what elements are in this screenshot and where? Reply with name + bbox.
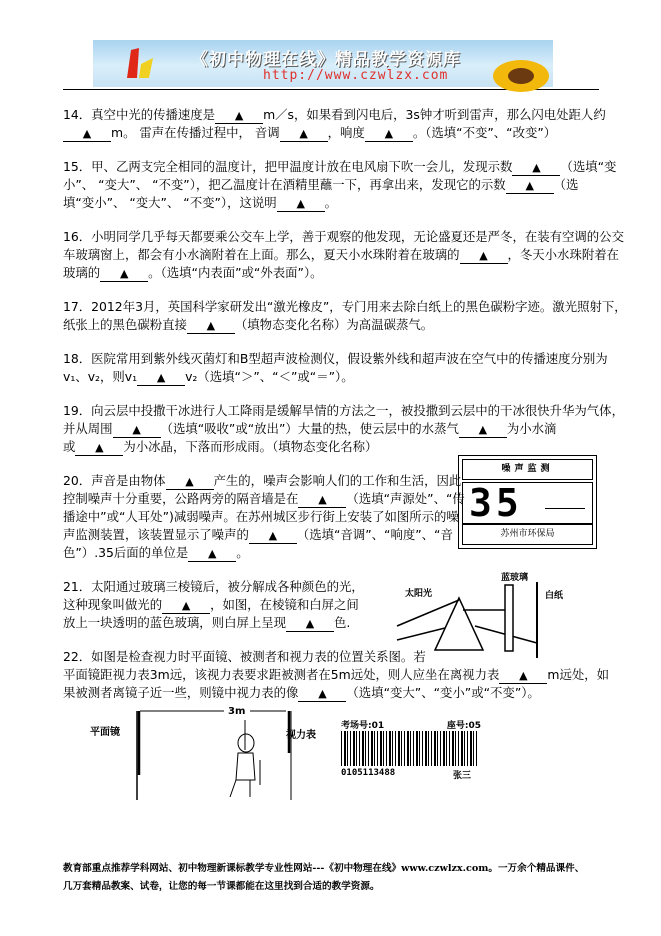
question-line bbox=[63, 402, 624, 420]
question-17 bbox=[63, 298, 627, 334]
question-text: 16．小明同学几乎每天都要乘公交车上学，善于观察的他发现，无论盛夏还是严冬，在装有空调的公交 bbox=[63, 229, 624, 244]
question-text: 车玻璃窗上，都会有小水滴附着在上面。那么，夏天小水珠附着在玻璃的 bbox=[63, 247, 460, 262]
chart-label: 视力表 bbox=[286, 730, 316, 741]
question-line bbox=[63, 158, 617, 176]
question-text: m远处，如 bbox=[547, 667, 610, 682]
question-text: （填物态变化名称）为高温碳蒸气。 bbox=[234, 317, 434, 332]
answer-blank[interactable]: ▲ bbox=[499, 669, 547, 684]
question-text: 色. bbox=[334, 615, 351, 630]
mirror-label: 平面镜 bbox=[90, 727, 120, 738]
banner-url[interactable]: http://www.czwlzx.com bbox=[263, 68, 449, 83]
question-text: 或 bbox=[63, 439, 76, 454]
question-text: 。 bbox=[236, 545, 249, 560]
question-16 bbox=[63, 228, 624, 282]
answer-blank[interactable]: ▲ bbox=[63, 127, 111, 142]
question-text: 为小水滴 bbox=[506, 421, 557, 436]
answer-blank[interactable]: ▲ bbox=[166, 475, 214, 490]
answer-blank[interactable]: ▲ bbox=[459, 423, 507, 438]
footer-line: 几万套精品教案、试卷，让您的每一节课都能在这里找到合适的教学资源。 bbox=[63, 881, 380, 892]
question-text: 21．太阳通过玻璃三棱镜后，被分解成各种颜色的光， bbox=[63, 579, 364, 594]
student-name: 张三 bbox=[453, 771, 472, 781]
question-text: 19．向云层中投撒干冰进行人工降雨是缓解旱情的方法之一，被投撒到云层中的干冰很快升华为气体， bbox=[63, 403, 624, 418]
question-text: 这种现象叫做光的 bbox=[63, 597, 163, 612]
question-text: 。（选填“不变”、“改变”） bbox=[412, 125, 557, 140]
answer-blank[interactable]: ▲ bbox=[280, 127, 328, 142]
question-line bbox=[63, 246, 620, 264]
question-text: 20．声音是由物体 bbox=[63, 473, 166, 488]
sunlight-label: 太阳光 bbox=[405, 589, 433, 599]
question-text: 产生的，噪声会影响人们的工作和生活，因此 bbox=[213, 473, 462, 488]
question-line bbox=[63, 684, 603, 702]
answer-blank[interactable]: ▲ bbox=[512, 161, 560, 176]
question-text: （选填“吸收”或“放出”）大量的热，使云层中的水蒸气 bbox=[160, 421, 459, 436]
question-line bbox=[63, 298, 627, 316]
question-text: 。 bbox=[324, 195, 338, 210]
question-text: v₁、v₂，则v₁ bbox=[63, 369, 138, 384]
question-text: 玻璃的 bbox=[63, 265, 101, 280]
question-text: 声监测装置，该装置显示了噪声的 bbox=[63, 527, 249, 542]
barcode-bars bbox=[341, 731, 479, 766]
question-15 bbox=[63, 158, 617, 212]
answer-blank[interactable]: ▲ bbox=[137, 371, 185, 386]
question-text: 并从周围 bbox=[63, 421, 113, 436]
question-text: ，响度 bbox=[327, 125, 365, 140]
question-text: 填“变小”、 “变大”、 “不变”），这说明 bbox=[63, 195, 277, 210]
question-line bbox=[63, 666, 610, 684]
answer-blank[interactable]: ▲ bbox=[298, 687, 346, 702]
unit-line bbox=[545, 508, 585, 509]
question-line bbox=[63, 106, 606, 124]
noise-monitor-title: 噪声监测 bbox=[462, 459, 593, 480]
barcode-label bbox=[341, 718, 481, 780]
question-19 bbox=[63, 402, 624, 456]
sunflower-icon bbox=[491, 54, 551, 99]
question-text: m。 雷声在传播过程中， 音调 bbox=[111, 125, 280, 140]
question-text: 。（选填“内表面”或“外表面”）。 bbox=[148, 265, 323, 280]
question-line bbox=[63, 438, 603, 456]
question-text: 控制噪声十分重要，公路两旁的隔音墙是在 bbox=[63, 491, 299, 506]
answer-blank[interactable]: ▲ bbox=[162, 599, 210, 614]
answer-blank[interactable]: ▲ bbox=[100, 267, 148, 282]
answer-blank[interactable]: ▲ bbox=[365, 127, 413, 142]
question-text: 14．真空中光的传播速度是 bbox=[63, 107, 216, 122]
question-18 bbox=[63, 350, 608, 386]
noise-monitor-footer: 苏州市环保局 bbox=[462, 524, 593, 545]
answer-blank[interactable]: ▲ bbox=[298, 493, 346, 508]
question-line bbox=[63, 264, 603, 282]
question-text: （选填“音调”、“响度”、“音 bbox=[296, 527, 453, 542]
noise-monitor-figure bbox=[458, 455, 597, 549]
barcode-number: 0105113488 bbox=[341, 768, 396, 778]
site-logo-icon bbox=[123, 46, 163, 82]
question-line bbox=[63, 350, 608, 368]
question-text: （选填“变 bbox=[560, 159, 617, 174]
question-text: 纸张上的黑色碳粉直接 bbox=[63, 317, 187, 332]
question-line bbox=[63, 420, 603, 438]
answer-blank[interactable]: ▲ bbox=[75, 441, 123, 456]
answer-blank[interactable]: ▲ bbox=[187, 319, 235, 334]
question-text: 果被测者离镜子近一些，则镜中视力表的像 bbox=[63, 685, 299, 700]
question-line bbox=[63, 194, 603, 212]
question-text: 为小冰晶，下落而形成雨。（填物态变化名称） bbox=[123, 439, 378, 454]
question-line bbox=[63, 124, 603, 142]
noise-value: 35 bbox=[469, 481, 523, 525]
noise-monitor-display bbox=[462, 482, 593, 524]
question-line bbox=[63, 176, 603, 194]
answer-blank[interactable]: ▲ bbox=[460, 249, 508, 264]
blue-glass-label: 蓝玻璃 bbox=[501, 573, 529, 583]
seat-label: 座号:05 bbox=[446, 721, 481, 731]
banner-title: 《初中物理在线》精品教学资源库 bbox=[191, 50, 461, 70]
question-text: （选填“声源处”、“传 bbox=[346, 491, 465, 506]
answer-blank[interactable]: ▲ bbox=[249, 529, 297, 544]
question-text: ，冬天小水珠附着在 bbox=[507, 247, 620, 262]
question-text: 播途中”或“人耳处”)减弱噪声。在苏州城区步行街上安装了如图所示的噪 bbox=[63, 509, 459, 524]
question-text: （选填“变大”、“变小”或“不变”）。 bbox=[346, 685, 540, 700]
question-text: m／s，如果看到闪电后，3s钟才听到雷声，那么闪电处距人约 bbox=[263, 107, 606, 122]
answer-blank[interactable]: ▲ bbox=[506, 179, 554, 194]
answer-blank[interactable]: ▲ bbox=[286, 617, 334, 632]
question-14 bbox=[63, 106, 606, 142]
answer-blank[interactable]: ▲ bbox=[188, 547, 236, 562]
question-text: 平面镜距视力表3m远，该视力表要求距被测者在5m远处，则人应坐在离视力表 bbox=[63, 667, 500, 682]
question-text: 15．甲、乙两支完全相同的温度计，把甲温度计放在电风扇下吹一会儿，发现示数 bbox=[63, 159, 513, 174]
site-banner bbox=[93, 40, 553, 87]
prism-figure bbox=[395, 568, 570, 663]
white-paper-label: 白纸 bbox=[545, 591, 564, 601]
question-text: 22．如图是检查视力时平面镜、被测者和视力表的位置关系图。若 bbox=[63, 649, 426, 664]
question-text: 放上一块透明的蓝色玻璃，则白屏上呈现 bbox=[63, 615, 287, 630]
question-text: ，如图，在棱镜和白屏之间 bbox=[210, 597, 359, 612]
page-footer bbox=[63, 860, 584, 896]
exam-room-label: 考场号:01 bbox=[341, 721, 385, 731]
answer-blank[interactable]: ▲ bbox=[277, 197, 325, 212]
answer-blank[interactable]: ▲ bbox=[113, 423, 161, 438]
question-text: 18．医院常用到紫外线灭菌灯和B型超声波检测仪，假设紫外线和超声波在空气中的传播速度分别为 bbox=[63, 351, 608, 366]
answer-blank[interactable]: ▲ bbox=[215, 109, 263, 124]
question-text: 17．2012年3月，英国科学家研发出“激光橡皮”，专门用来去除白纸上的黑色碳粉字迹。激光照射下， bbox=[63, 299, 627, 314]
question-text: （选 bbox=[553, 177, 579, 192]
question-text: 小”、 “变大”、 “不变”），把乙温度计在酒精里蘸一下，再拿出来，发现它的示数 bbox=[63, 177, 506, 192]
question-line bbox=[63, 316, 603, 334]
distance-label: 3m bbox=[228, 706, 246, 717]
blue-glass bbox=[505, 585, 513, 651]
question-text: v₂（选填“＞”、“＜”或“＝”）。 bbox=[185, 369, 354, 384]
vision-test-figure bbox=[90, 705, 316, 805]
question-line bbox=[63, 228, 624, 246]
prism bbox=[435, 598, 483, 650]
question-text: 色”）.35后面的单位是 bbox=[63, 545, 189, 560]
question-line bbox=[63, 368, 603, 386]
footer-line: 教育部重点推荐学科网站、初中物理新课标教学专业性网站---《初中物理在线》www.czwlzx.com。一万余个精品课件、 bbox=[63, 863, 585, 874]
